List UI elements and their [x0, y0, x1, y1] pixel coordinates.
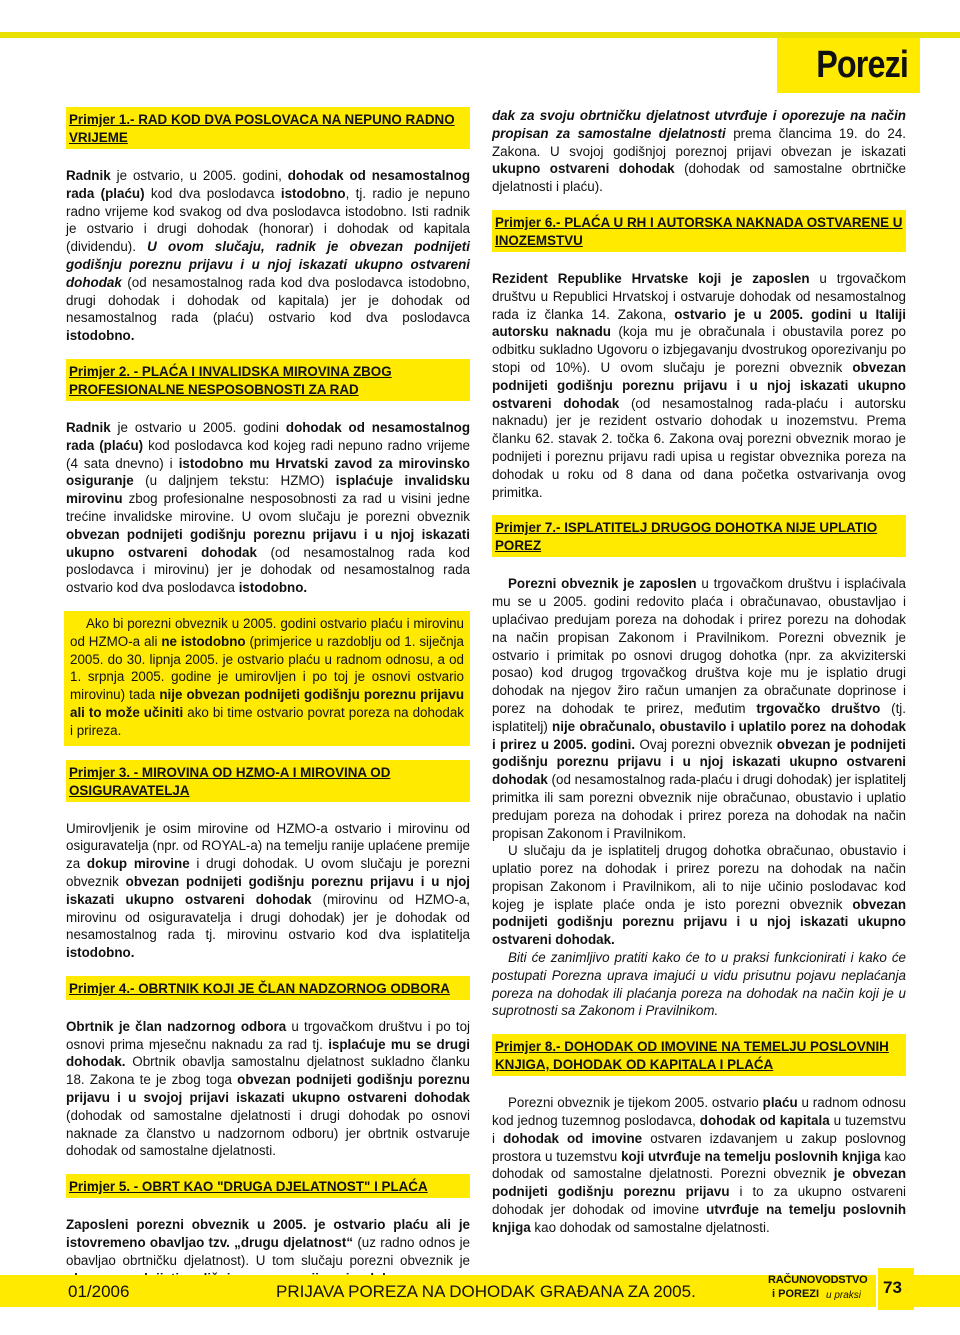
magazine-logo: RAČUNOVODSTVO i POREZI u praksi: [768, 1274, 868, 1301]
example-3-heading: Primjer 3. - MIROVINA OD HZMO-A I MIROVINA OD OSIGURAVATELJA: [66, 760, 470, 802]
page-number-box: [876, 1268, 914, 1310]
example-6-text: Rezident Republike Hrvatske koji je zaposlen u trgovačkom društvu u Republici Hrvatskoj i ostvaruje dohodak od nesamostalnog rada iz članka 14. Zakona, ostvario je u 2005. godini u Italiji autorsku naknadu (koja mu je obračunala i obustavila porez po odbitku sukladno Ugovoru o izbjegavanju dvostrukog oporezivanju po stopi od 10%). U ovom slučaju je porezni obveznik obvezan podnijeti godišnju poreznu prijavu i u njoj iskazati ukupno ostvareni dohodak (od nesamostalnog rada-plaću i autorsku naknadu) jer je rezident ostvario dohodak u inozemstvu. Prema članku 62. stavak 2. točka 6. Zakona ovaj porezni obveznik morao je podnijeti i poreznu prijavu radi upisa u registar obveznika poreza na dohodak u roku od 8 dana od dana početka ostvarivanja ovog primitka.: [492, 270, 906, 500]
example-7-text: Porezni obveznik je zaposlen u trgovačkom društvu i isplaćivala mu se u 2005. godini redovito plaća i obračunavao, obustavljao i uplaćivao predujam poreza na dohodak i prirez porezu na dohodak na način propisan Zakonom i Pravilnikom. Porezni obveznik je ostvario i primitak po osnovi drugog dohotka (npr. za akviziterski posao) kod drugog trgovačkog društva koje mu je isplatio drugi dohodak na njegov žiro račun umanjen za obračunate doprinose i porez na dohodak te prirez, međutim trgovačko društvo (tj. isplatitelj) nije obračunalo, obustavilo i uplatilo porez na dohodak i prirez u 2005. godini. Ovaj porezni obveznik obvezan je podnijeti godišnju poreznu prijavu i u njoj iskazati ukupno ostvareni dohodak (od nesamostalnog rada-plaću i drugi dohodak) jer isplatitelj primitka ili sam porezni obveznik nije obračunao, obustavio i uplatio predujam poreza na dohodak i prirez poreza na dohodak na način propisan Zakonom i Pravilnikom.: [492, 576, 907, 841]
footer-title: PRIJAVA POREZA NA DOHODAK GRAĐANA ZA 2005.: [276, 1282, 696, 1301]
example-5-heading: Primjer 5. - OBRT KAO "DRUGA DJELATNOST" I PLAĆA: [66, 1174, 470, 1198]
left-column: [66, 107, 470, 1287]
note-box: Ako bi porezni obveznik u 2005. godini ostvario plaću i mirovinu od HZMO-a ali ne istodobno (primjerice u razdoblju od 1. siječnja 2005. do 30. lipnja 2005. je ostvario plaću u radnom odnosu, a od 1. srpnja 2005. godine je umirovljen i po toj je osnovi ostvario mirovinu) tada nije obvezan podnijeti godišnju poreznu prijavu ali to može učiniti ako bi time ostvario povrat poreza na dohodak i prireza.: [64, 611, 470, 746]
example-7-heading: Primjer 7.- ISPLATITELJ DRUGOG DOHOTKA NIJE UPLATIO POREZ: [492, 515, 906, 557]
example-7-text-2: U slučaju da je isplatitelj drugog dohotka obračunao, obustavio i uplatio porez na dohodak i prirez porezu na dohodak na način propisan Zakonom i Pravilnikom, ali to nije učinio poslodavac kod kojeg je isplate plaće onda je isto porezni obveznik obvezan podnijeti godišnju poreznu prijavu i u njoj iskazati ukupno ostvareni dohodak.: [492, 843, 906, 948]
page-number: 73: [883, 1278, 902, 1297]
section-title: Porezi: [816, 44, 908, 86]
example-3-text: Umirovljenik je osim mirovine od HZMO-a ostvario i mirovinu od osiguravatelja (npr. od ROYAL-a) na temelju ranije uplaćene premije za dokup mirovine i drugi dohodak. U ovom slučaju je porezni obveznik obvezan podnijeti godišnju poreznu prijavu i u njoj iskazati ukupno ostvareni dohodak (mirovinu od HZMO-a, mirovinu od osiguravatelja i drugi dohodak) jer je dohodak od nesamostalnog rada tj. mirovinu ostvario kod dva isplatitelja istodobno.: [66, 820, 470, 961]
example-1-heading: Primjer 1.- RAD KOD DVA POSLOVACA NA NEPUNO RADNO VRIJEME: [66, 107, 470, 149]
example-5-continued: dak za svoju obrtničku djelatnost utvrđuje i oporezuje na način propisan za samostalne djelatnosti prema člancima 19. do 24. Zakona. U svojoj godišnjoj poreznoj prijavi obvezan je iskazati ukupno ostvareni dohodak (dohodak od samostalne obrtničke djelatnosti i plaću).: [492, 108, 906, 195]
example-7-text-3: Biti će zanimljivo pratiti kako će to u praksi funkcionirati i kako će postupati Porezna uprava imajući u vidu prisutnu pojavu neplaćanja poreza na dohodak ili plaćanja poreza na dohodak na način koji je u suprotnosti sa Zakonom i Pravilnikom.: [492, 950, 906, 1019]
example-1-text: Radnik je ostvario, u 2005. godini, dohodak od nesamostalnog rada (plaću) kod dva poslodavca istodobno, tj. radio je nepuno radno vrijeme kod svakog od dva poslodavca istodobno. Isti radnik je ostvario i drugi dohodak (honorar) i dohodak od kapitala (dividendu). U ovom slučaju, radnik je obvezan podnijeti godišnju poreznu prijavu i u njoj iskazati ukupno ostvareni dohodak (od nesamostalnog rada kod dva poslodavca istodobno, drugi dohodak i dohodak od kapitala) jer je dohodak od nesamostalnog rada (plaću) ostvario kod dva poslodavca istodobno.: [66, 168, 470, 344]
example-8-heading: Primjer 8.- DOHODAK OD IMOVINE NA TEMELJU POSLOVNIH KNJIGA, DOHODAK OD KAPITALA I PLAĆA: [492, 1034, 906, 1076]
example-2-text: Radnik je ostvario u 2005. godini dohodak od nesamostalnog rada (plaću) kod poslodavca kod kojeg radi nepuno radno vrijeme (4 sata dnevno) i istodobno mu Hrvatski zavod za mirovinsko osiguranje (u daljnjem tekstu: HZMO) isplaćuje invalidsku mirovinu zbog profesionalne nesposobnosti za rad u visini jedne trećine invalidske mirovine. U ovom slučaju je porezni obveznik obvezan podnijeti godišnju poreznu prijavu i u njoj iskazati ukupno ostvareni dohodak (od nesamostalnog rada kod poslodavca i mirovinu) jer je dohodak od nesamostalnog rada ostvario kod dva poslodavca istodobno.: [66, 419, 471, 596]
example-2-heading: Primjer 2. - PLAĆA I INVALIDSKA MIROVINA ZBOG PROFESIONALNE NESPOSOBNOSTI ZA RAD: [66, 359, 470, 401]
example-4-text: Obrtnik je član nadzornog odbora u trgovačkom društvu i po toj osnovi prima mjesečnu naknadu za rad tj. isplaćuje mu se drugi dohodak. Obrtnik obavlja samostalnu djelatnost sukladno članku 18. Zakona te je zbog toga obvezan podnijeti godišnju poreznu prijavu i u svojoj prijavi iskazati ukupno ostvareni dohodak (dohodak od samostalne djelatnosti i drugi dohodak po osnovi naknade za članstvo u nadzornom odboru) jer obrtnik ostvaruje dohodak od samostalne djelatnosti.: [66, 1018, 471, 1159]
right-column: [492, 107, 906, 1237]
section-title-box: [777, 38, 920, 93]
example-8-text: Porezni obveznik je tijekom 2005. ostvario plaću u radnom odnosu kod jednog tuzemnog poslodavca, dohodak od kapitala u tuzemstvu i dohodak od imovine ostvaren izdavanjem u zakup poslovnog prostora u tuzemstvu koji utvrđuje na temelju poslovnih knjiga kao dohodak od samostalne djelatnosti. Porezni obveznik je obvezan podnijeti godišnju poreznu prijavu i to za ukupno ostvareni dohodak jer dohodak od imovine utvrđuje na temelju poslovnih knjiga kao dohodak od samostalne djelatnosti.: [492, 1095, 907, 1235]
issue-number: 01/2006: [68, 1282, 130, 1301]
example-5-text: Zaposleni porezni obveznik u 2005. je ostvario plaću ali je istovremeno obavljao tzv. „drugu djelatnost“ (uz radno odnos je obavljao obrtničku djelatnost). U tom slučaju porezni obveznik je: [66, 1217, 471, 1268]
example-4-heading: Primjer 4.- OBRTNIK KOJI JE ČLAN NADZORNOG ODBORA: [66, 976, 470, 1000]
example-6-heading: Primjer 6.- PLAĆA U RH I AUTORSKA NAKNADA OSTVARENE U INOZEMSTVU: [492, 210, 906, 252]
